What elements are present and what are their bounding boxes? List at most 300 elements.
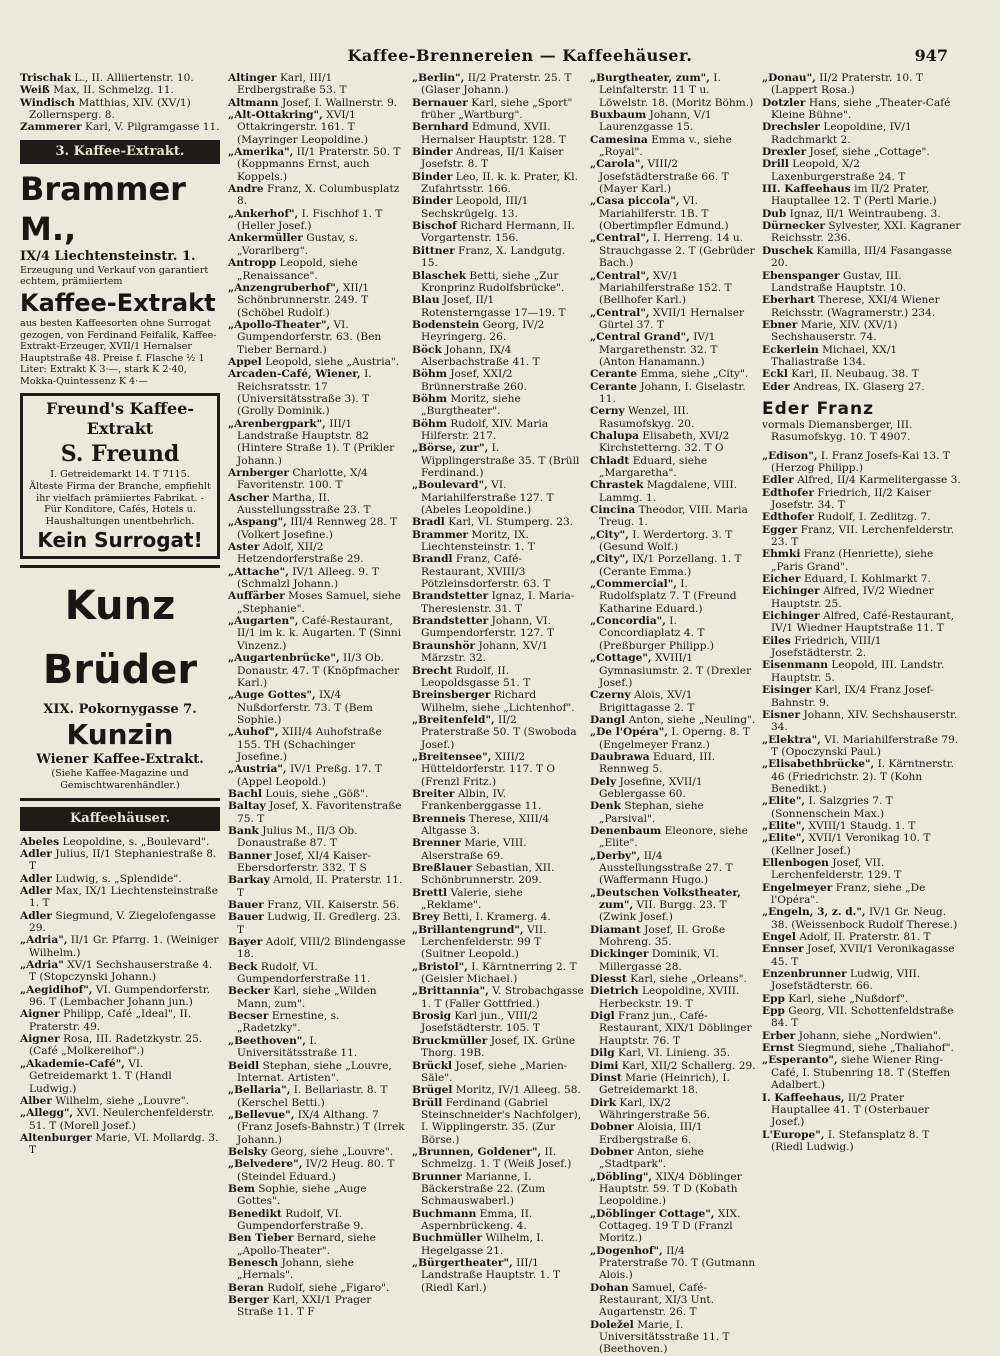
list-item	[228, 652, 406, 689]
list-item	[762, 245, 962, 270]
list-item	[590, 948, 756, 973]
entry-name: „Adria",	[20, 934, 68, 947]
list-item	[412, 146, 584, 171]
entry-name: Eder	[762, 380, 790, 393]
list-item	[228, 961, 406, 986]
entry-name: Benedikt	[228, 1207, 282, 1220]
entry-name: „Derby",	[590, 849, 641, 862]
list-item	[590, 430, 756, 455]
entry-text: Marianne, I. Bäckerstraße 22. (Zum Schmauswaberl.)	[421, 1170, 546, 1208]
entry-text: Josef, II. Große Mohreng. 35.	[599, 923, 726, 949]
entry-name: Binder	[412, 146, 453, 159]
list-item	[762, 208, 962, 220]
list-item	[762, 121, 962, 146]
entry-text: II/1 Praterstr. 50. T (Koppmanns Ernst, auch Koppels.)	[237, 146, 401, 183]
entry-name: Brandstetter	[412, 615, 489, 628]
entry-name: Ebenspanger	[762, 269, 840, 282]
list-item	[762, 1054, 962, 1091]
entry-text: Georg, IV/2 Heyringerg. 26.	[421, 318, 545, 344]
entry-name: Brunner	[412, 1170, 462, 1183]
entry-list-b	[762, 450, 962, 1154]
entry-text: Andreas, II/1 Kaiser Josefstr. 8. T	[421, 146, 564, 171]
entry-name: Altmann	[228, 96, 279, 109]
list-item	[590, 985, 756, 1010]
list-item	[228, 257, 406, 282]
entry-name: Altinger	[228, 72, 277, 84]
list-item	[228, 1084, 406, 1109]
entry-name: Epp	[762, 992, 785, 1005]
entry-text: Edmund, XVII. Hernalser Hauptstr. 128. T	[421, 121, 567, 146]
ad-freund-name: S. Freund	[60, 441, 180, 468]
list-item	[228, 763, 406, 788]
entry-text: Leo, II. k. k. Prater, Kl. Zufahrtsstr. 166.	[421, 170, 578, 196]
entry-text: XVI. Neulerchenfelderstr. 51. T (Morell Josef.)	[29, 1107, 215, 1132]
entry-name: Bauer	[228, 911, 264, 924]
entry-name: Camesina	[590, 133, 648, 146]
list-item	[590, 850, 756, 887]
entry-text: Hans, siehe „Theater-Café Kleine Bühne".	[771, 96, 951, 122]
entry-text: Alfred, IV/2 Wiedner Hauptstr. 25.	[771, 585, 934, 610]
entry-name: „Cottage",	[590, 652, 652, 665]
list-item	[228, 800, 406, 825]
entry-text: Anton, siehe „Neuling".	[628, 713, 756, 726]
entry-name: Doležel	[590, 1318, 634, 1331]
list-item	[228, 911, 406, 936]
entry-name: Denk	[590, 800, 621, 813]
entry-text: Siegmund, siehe „Thaliahof".	[797, 1042, 954, 1055]
entry-text: XIX/4 Döblinger Hauptstr. 59. T D (Kobath Leopoldine.)	[599, 1170, 742, 1208]
entry-name: „Burgtheater, zum",	[590, 72, 710, 84]
entry-name: Cerny	[590, 405, 625, 418]
entry-name: L'Europe",	[762, 1128, 825, 1141]
entry-text: I. Reichsratsstr. 17 (Universitätsstraße 3). T (Grolly Dominik.)	[237, 368, 372, 418]
column-1	[20, 72, 220, 1302]
entry-text: Rudolf, XIV. Maria Hilferstr. 217.	[421, 417, 549, 442]
entry-text: Johann, I. Giselastr. 11.	[599, 380, 746, 405]
list-item	[228, 590, 406, 615]
entry-text: Karl, III/1 Erdbergstraße 53. T	[237, 72, 347, 97]
entry-name: Beidl	[228, 1059, 260, 1072]
entry-name: Eicher	[762, 573, 801, 586]
entry-text: Franz, siehe „De l'Opéra".	[771, 881, 926, 906]
entry-text: I. Kärntnerstr. 46 (Friedrichstr. 2). T (Kohn Benedikt.)	[771, 758, 955, 795]
list-item	[228, 1035, 406, 1060]
entry-text: Rudolf, I. Zedlitzg. 7.	[817, 511, 931, 524]
ad-brammer-name: Brammer M.,	[20, 169, 186, 248]
entry-text: I. Concordiaplatz 4. T (Preßburger Philipp.)	[599, 615, 715, 652]
entry-text: Josef, XVII/1 Veronikagasse 45. T	[771, 943, 955, 968]
list-item	[228, 825, 406, 850]
entry-text: Philipp, Café „Ideal", II. Praterstr. 49.	[29, 1008, 192, 1033]
entry-name: Beck	[228, 960, 258, 973]
list-item	[762, 635, 962, 660]
list-item	[412, 887, 584, 912]
entry-name: Bernhard	[412, 121, 469, 134]
eder-franz-ad	[762, 399, 962, 444]
entry-text: VI. Mariahilferstraße 127. T (Abeles Leopoldine.)	[421, 479, 554, 517]
entry-text: Gustav, s. „Vorarlberg".	[237, 232, 358, 257]
entry-text: XIX. Cottageg. 19 T D (Franzl Moritz.)	[599, 1207, 741, 1245]
entry-text: L., II. Alliiertenstr. 10.	[74, 72, 194, 84]
entry-name: Bem	[228, 1182, 255, 1195]
entry-name: „Bellevue",	[228, 1108, 295, 1121]
list-item	[228, 1208, 406, 1233]
list-item	[228, 899, 406, 911]
list-item	[590, 1060, 756, 1072]
list-item	[762, 183, 962, 208]
entry-name: „Augarten",	[228, 615, 299, 628]
entry-name: Engel	[762, 931, 796, 944]
entry-text: Friedrich, VIII/1 Josefstädterstr. 2.	[771, 634, 882, 660]
entry-name: Dietrich	[590, 985, 639, 998]
list-item	[590, 578, 756, 615]
entry-text: II/4 Ausstellungsstraße 27. T (Waffermann Hugo.)	[599, 849, 733, 887]
entry-name: Böhm	[412, 392, 447, 405]
list-item	[20, 848, 220, 873]
list-item	[590, 924, 756, 949]
entry-text: II/2 Praterstr. 25. T (Glaser Johann.)	[421, 72, 572, 97]
entry-text: XIII/2 Hütteldorferstr. 117. T O (Frenzl Fritz.)	[421, 750, 556, 788]
entry-name: Breinsberger	[412, 689, 491, 702]
entry-name: Czerny	[590, 689, 631, 702]
entry-text: Max, II. Schmelzg. 11.	[53, 84, 174, 97]
list-item	[412, 1208, 584, 1233]
entry-name: Cerante	[590, 368, 637, 381]
list-item	[412, 393, 584, 418]
entry-name: „Augartenbrücke",	[228, 652, 340, 665]
entry-text: Betti, siehe „Zur Kronprinz Rudolfsbrücke".	[421, 269, 565, 294]
entry-text: Josef, X. Favoritenstraße 75. T	[237, 800, 402, 825]
entry-text: Emma, II. Aspernbrückeng. 4.	[421, 1207, 533, 1232]
entry-name: Binder	[412, 195, 453, 208]
ad-kunz-subtitle: Wiener Kaffee-Extrakt.	[36, 752, 204, 768]
entry-text: Leopold, III. Landstr. Hauptstr. 5.	[771, 659, 945, 684]
entry-text: Georg, siehe „Louvre".	[270, 1145, 394, 1158]
entry-name: Bank	[228, 824, 259, 837]
list-item	[762, 474, 962, 486]
list-item	[590, 455, 756, 480]
list-item	[228, 232, 406, 257]
list-item	[412, 665, 584, 690]
entry-name: Adler	[20, 909, 52, 922]
entry-name: Eckl	[762, 368, 788, 381]
entry-text: III/4 Rennweg 28. T (Volkert Josefine.)	[237, 516, 398, 541]
list-item	[590, 751, 756, 776]
entry-name: Cincina	[590, 504, 636, 517]
entry-text: XVI/1 Ottakringerstr. 161. T (Mayringer Leopoldine.)	[237, 109, 369, 146]
entry-text: Karl, IX/4 Franz Josef-Bahnstr. 9.	[771, 684, 934, 709]
entry-text: IX/4 Nußdorferstr. 73. T (Bem Sophie.)	[237, 689, 373, 726]
entry-text: Ludwig, VIII. Josefstädterstr. 66.	[771, 968, 921, 993]
list-item	[590, 776, 756, 801]
entry-text: Max, IX/1 Liechtensteinstraße 1. T	[29, 885, 219, 910]
list-item	[412, 1146, 584, 1171]
entry-text: Wenzel, III. Rasumofskyg. 20.	[599, 405, 695, 430]
list-item	[412, 171, 584, 196]
list-item	[228, 1232, 406, 1257]
entry-text: Georg, VII. Schottenfeldstraße 84. T	[771, 1005, 954, 1030]
list-item	[228, 467, 406, 492]
list-item	[20, 1107, 220, 1132]
entry-name: Arnberger	[228, 467, 289, 479]
entry-name: „Brittannia",	[412, 985, 489, 998]
entry-text: II/2 Prater Hauptallee 41. T (Osterbauer Josef.)	[771, 1091, 930, 1129]
entry-text: Adolf, VIII/2 Blindengasse 18.	[237, 936, 406, 961]
list-item	[228, 1060, 406, 1085]
divider	[20, 565, 220, 568]
list-item	[762, 931, 962, 943]
list-item	[590, 1146, 756, 1171]
entry-text: II/4 Praterstraße 70. T (Gutmann Alois.)	[599, 1244, 756, 1282]
list-item	[20, 873, 220, 885]
entry-text: Johann, VI. Gumpendorferstr. 127. T	[421, 615, 555, 640]
list-item	[412, 72, 584, 97]
entry-text: Leopoldine, IV/1 Radchmarkt 2.	[771, 121, 912, 146]
list-item	[590, 1282, 756, 1319]
list-item	[762, 511, 962, 523]
entry-text: Franz, VII. Lerchenfelderstr. 23. T	[771, 523, 955, 549]
entry-name: Breiter	[412, 787, 455, 800]
entry-name: Ascher	[228, 491, 269, 504]
entry-text: Josef, XXI/2 Brünnerstraße 260.	[421, 368, 528, 393]
list-item	[412, 195, 584, 220]
ad-brammer-text: Erzeugung und Verkauf von garantiert echtem, prämiiertem	[20, 264, 209, 288]
entry-name: „Aspang",	[228, 516, 287, 529]
entry-name: Digl	[590, 1010, 615, 1023]
list-item	[762, 270, 962, 295]
entry-name: Edthofer	[762, 511, 815, 524]
list-item	[412, 294, 584, 319]
ad-brammer-address: IX/4 Liechtensteinstr. 1.	[20, 248, 196, 264]
entry-name: Windisch	[20, 96, 75, 109]
list-item	[590, 726, 756, 751]
entry-text: Rudolf, siehe „Figaro".	[267, 1281, 390, 1294]
list-item	[412, 590, 584, 615]
entry-name: „Central",	[590, 306, 650, 319]
list-item	[590, 1171, 756, 1208]
entry-name: „Brillantengrund",	[412, 923, 524, 936]
entry-text: Julius M., II/3 Ob. Donaustraße 87. T	[237, 824, 358, 850]
list-item	[412, 788, 584, 813]
entry-name: „Ankerhof",	[228, 207, 299, 220]
list-item	[590, 1208, 756, 1245]
list-item	[412, 319, 584, 344]
entry-name: Denenbaum	[590, 824, 662, 837]
list-item	[762, 882, 962, 907]
list-item	[590, 1072, 756, 1097]
entry-text: Michael, XX/1 Thaliastraße 134.	[771, 343, 898, 368]
entry-name: Chalupa	[590, 429, 639, 442]
entry-name: Diamant	[590, 923, 641, 936]
section-heading-kaffeehaeuser: Kaffeehäuser.	[20, 807, 220, 831]
entry-list-a	[762, 72, 962, 393]
entry-text: Ignaz, II/1 Weintraubeng. 3.	[789, 207, 941, 220]
entry-name: „City",	[590, 553, 629, 566]
entry-text: XVII/1 Veronikag 10. T (Kellner Josef.)	[771, 832, 931, 857]
entry-text: Josef, II/1 Rotensterngasse 17—19. T	[421, 294, 566, 319]
entry-text: I. Herreng. 14 u. Strauchgasse 2. T (Gebrüder Bach.)	[599, 232, 755, 270]
entry-name: Dohan	[590, 1281, 629, 1294]
list-item	[590, 134, 756, 159]
entry-text: Marie, VI. Mollardg. 3. T	[29, 1131, 219, 1157]
entry-name: Blaschek	[412, 269, 467, 282]
list-item	[762, 585, 962, 610]
entry-name: Ennser	[762, 943, 804, 956]
list-item	[762, 368, 962, 380]
entry-text: Josef, XI/4 Kaiser-Ebersdorferstr. 332. T S	[237, 849, 371, 874]
list-item	[762, 795, 962, 820]
entry-name: Eckerlein	[762, 343, 819, 356]
list-item	[762, 487, 962, 512]
entry-name: Ebner	[762, 318, 798, 331]
entry-name: Bachl	[228, 787, 262, 800]
entry-text: Moritz, IV/1 Alleeg. 58.	[455, 1084, 581, 1097]
entry-text: Eduard, siehe „Margaretha".	[599, 454, 708, 479]
list-item	[412, 813, 584, 838]
entry-name: „Anzengruberhof",	[228, 281, 340, 294]
list-item	[590, 368, 756, 380]
entry-name: „Commercial",	[590, 578, 677, 591]
entry-text: Marie (Heinrich), I. Getreidemarkt 18.	[599, 1071, 730, 1097]
entry-name: Dickinger	[590, 948, 649, 961]
entry-name: Weiß	[20, 84, 50, 97]
list-item	[590, 1010, 756, 1047]
entry-text: Kamilla, III/4 Fasangasse 20.	[771, 244, 952, 270]
entry-name: „Berlin",	[412, 72, 465, 84]
entry-text: Anton, siehe „Stadtpark".	[599, 1145, 704, 1171]
list-item	[20, 934, 220, 959]
list-item	[412, 911, 584, 923]
list-item	[590, 1319, 756, 1356]
ad-kunz-desc: (Siehe Kaffee-Magazine und Gemischtwarenhändler.)	[51, 768, 189, 792]
list-item	[228, 936, 406, 961]
entry-name: „Elisabethbrücke",	[762, 758, 875, 771]
eder-franz-text: vormals Diemansberger, III. Rasumofskyg. 10. T 4907.	[762, 418, 913, 444]
entry-name: Brüll	[412, 1096, 443, 1109]
entry-text: Karl, VI. Linieng. 35.	[618, 1047, 731, 1060]
entry-name: Dürnecker	[762, 220, 826, 233]
list-item	[228, 97, 406, 109]
list-item	[762, 968, 962, 993]
entry-name: „Central",	[590, 269, 650, 282]
entry-text: Karl, IX/2 Währingerstraße 56.	[599, 1096, 711, 1121]
list-item	[20, 1132, 220, 1157]
list-item	[228, 1257, 406, 1282]
entry-name: Binder	[412, 170, 453, 183]
entry-text: Leopold, X/2 Laxenburgerstraße 24. T	[771, 158, 906, 183]
entry-name: Beran	[228, 1281, 264, 1294]
list-item	[412, 1035, 584, 1060]
list-item	[590, 195, 756, 232]
list-item	[20, 1058, 220, 1095]
ad-freund-desc: Älteste Firma der Branche, empfiehlt ihr vielfach prämiiertes Fabrikat. - Für Konditore, Cafés, Hotels u. Haushaltungen unentbehrlich.	[29, 481, 211, 527]
entry-text: VII. Burgg. 23. T (Zwink Josef.)	[599, 899, 727, 924]
entry-name: Bayer	[228, 936, 263, 949]
entry-text: Leopold, III/1 Sechskrügelg. 13.	[421, 195, 529, 220]
list-item	[228, 985, 406, 1010]
entry-text: Josef, VII. Lerchenfelderstr. 129. T	[771, 856, 902, 882]
entry-text: Alois, XV/1 Brigittagasse 2. T	[599, 689, 695, 714]
list-item	[762, 344, 962, 369]
entry-name: Arcaden-Café, Wiener,	[228, 368, 361, 381]
entry-name: Blau	[412, 294, 440, 307]
entry-text: Albin, IV. Frankenberggasse 11.	[421, 787, 542, 813]
entry-text: Johann, XV/1 Märzstr. 32.	[421, 639, 549, 665]
column-2	[228, 72, 406, 1319]
entry-text: Johann, siehe „Nordwien".	[798, 1029, 942, 1042]
entry-name: „Elite",	[762, 832, 806, 845]
entry-name: Brückl	[412, 1059, 453, 1072]
entry-text: Moritz, IX. Liechtensteinstr. 1. T	[421, 528, 535, 554]
entry-name: Altenburger	[20, 1131, 92, 1144]
entry-text: XIII/4 Auhofstraße 155. TH (Schachinger Josefine.)	[237, 726, 382, 763]
entry-text: Franz, X. Columbusplatz 8.	[237, 183, 400, 208]
entry-name: Diesst	[590, 973, 627, 986]
entry-text: Wilhelm, I. Hegelgasse 21.	[421, 1232, 544, 1257]
list-item	[590, 381, 756, 406]
entry-text: Rudolf, II. Leopoldsgasse 51. T	[421, 664, 531, 689]
entry-name: „Austria",	[228, 763, 287, 776]
list-item	[228, 788, 406, 800]
entry-name: Bischof	[412, 220, 457, 233]
entry-name: Drexler	[762, 146, 807, 159]
entry-name: Antropp	[228, 257, 277, 270]
entry-name: „Adria"	[20, 959, 64, 972]
list-item	[762, 1129, 962, 1154]
entry-text: Gustav, III. Landstraße Hauptstr. 10.	[771, 269, 907, 294]
list-item	[590, 553, 756, 578]
list-item	[412, 245, 584, 270]
entry-name: „Casa piccola",	[590, 195, 680, 208]
section-heading-kaffee-extrakt: 3. Kaffee-Extrakt.	[20, 140, 220, 164]
list-item	[20, 885, 220, 910]
list-item	[762, 146, 962, 158]
ad-kunz	[20, 574, 220, 791]
entry-name: „Belvedere",	[228, 1158, 303, 1171]
entry-name: „Central Grand",	[590, 331, 690, 344]
entry-name: Belsky	[228, 1145, 268, 1158]
list-item	[590, 1245, 756, 1282]
list-item	[228, 1183, 406, 1208]
entry-name: Drill	[762, 158, 789, 171]
list-item	[590, 270, 756, 307]
entry-name: Ehmki	[762, 548, 801, 561]
list-item	[228, 1109, 406, 1146]
entry-name: „City",	[590, 528, 629, 541]
entry-text: Marie, I. Universitätsstraße 11. T (Beethoven.)	[599, 1318, 730, 1356]
entry-text: Johann, V/1 Laurenzgasse 15.	[599, 109, 712, 134]
entry-name: I. Kaffeehaus,	[762, 1091, 845, 1104]
list-item	[412, 961, 584, 986]
list-item	[228, 146, 406, 183]
list-item	[590, 973, 756, 985]
entry-name: Bittner	[412, 244, 455, 257]
entry-name: „Apollo-Theater",	[228, 318, 331, 331]
entry-text: Richard Hermann, II. Vorgartenstr. 156.	[421, 220, 575, 245]
entry-text: Moses Samuel, siehe „Stephanie".	[237, 590, 401, 615]
entry-text: I. Bellariastr. 8. T (Kerschel Betti.)	[237, 1084, 388, 1109]
entry-text: I. Fischhof 1. T (Heller Josef.)	[237, 207, 383, 233]
list-item	[20, 984, 220, 1009]
entry-name: „Deutschen Volkstheater, zum",	[590, 886, 741, 912]
entry-name: Böhm	[412, 417, 447, 430]
entry-name: Brettl	[412, 886, 448, 899]
entry-name: Brosig	[412, 1010, 451, 1023]
entry-text: Café-Restaurant, II/1 im k. k. Augarten. T (Sinni Vinzenz.)	[237, 615, 402, 652]
list-item	[412, 1060, 584, 1085]
entry-name: Dely	[590, 775, 617, 788]
entry-name: Banner	[228, 849, 272, 862]
